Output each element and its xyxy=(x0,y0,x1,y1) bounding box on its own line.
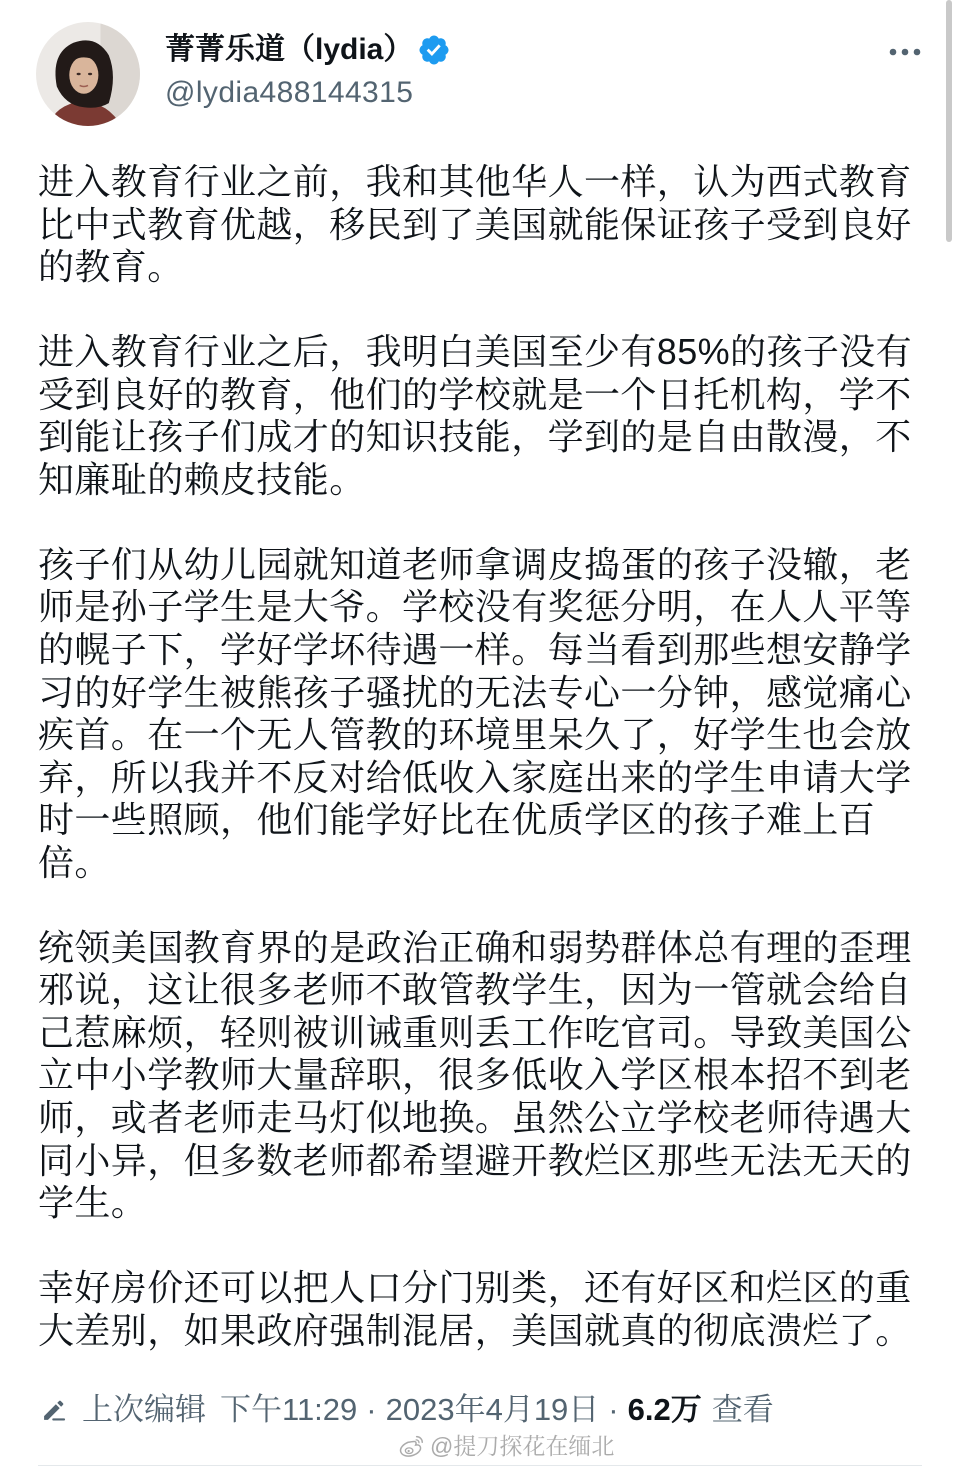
views-label: 查看 xyxy=(711,1392,774,1427)
more-options-button[interactable] xyxy=(884,36,926,68)
text-line: 孩子们从幼儿园就知道老师拿调皮捣蛋的孩子没辙，老 xyxy=(38,543,912,585)
watermark-text: @提刀探花在缅北 xyxy=(430,1433,615,1459)
text-line: 比中式教育优越，移民到了美国就能保证孩子受到良好 xyxy=(38,203,912,245)
text-line: 立中小学教师大量辞职，很多低收入学区根本招不到老 xyxy=(38,1054,912,1096)
watermark xyxy=(396,1430,614,1462)
tweet-paragraph-4 xyxy=(38,927,912,1225)
edited-label: 上次编辑 xyxy=(82,1392,206,1427)
tweet-meta xyxy=(38,1388,774,1432)
text-line: 时一些照顾，他们能学好比在优质学区的孩子难上百 xyxy=(38,799,876,841)
text-line: 统领美国教育界的是政治正确和弱势群体总有理的歪理 xyxy=(38,926,912,968)
tweet-paragraph-5 xyxy=(38,1267,912,1352)
timestamp-link[interactable] xyxy=(220,1388,599,1432)
scrollbar-thumb[interactable] xyxy=(946,0,952,242)
pencil-icon xyxy=(40,1396,68,1424)
text-line: 受到良好的教育，他们的学校就是一个日托机构，学不 xyxy=(38,373,912,415)
bottom-divider xyxy=(38,1465,922,1466)
text-line: 的教育。 xyxy=(38,246,184,288)
more-options-icon xyxy=(887,46,923,58)
avatar-photo xyxy=(36,22,140,126)
tweet-text xyxy=(38,161,912,1352)
text-line: 疾首。在一个无人管教的环境里呆久了，好学生也会放 xyxy=(38,714,912,756)
verified-badge-icon[interactable] xyxy=(417,33,451,67)
avatar[interactable] xyxy=(36,22,140,126)
weibo-logo-icon xyxy=(396,1431,426,1461)
text-line: 学生。 xyxy=(38,1182,148,1224)
author-display-name[interactable]: 菁菁乐道（lydia） xyxy=(165,33,414,66)
text-line: 同小异，但多数老师都希望避开教烂区那些无法无天的 xyxy=(38,1139,912,1181)
meta-separator: · xyxy=(608,1392,619,1427)
post-time: 下午11:29 xyxy=(220,1392,358,1427)
author-handle[interactable]: @lydia488144315 xyxy=(165,76,414,109)
views-link[interactable] xyxy=(628,1388,774,1432)
meta-separator: · xyxy=(366,1392,377,1427)
text-line: 进入教育行业之后，我明白美国至少有85%的孩子没有 xyxy=(38,331,913,373)
text-line: 知廉耻的赖皮技能。 xyxy=(38,458,366,500)
author-block xyxy=(165,28,451,114)
text-line: 师，或者老师走马灯似地换。虽然公立学校老师待遇大 xyxy=(38,1097,912,1139)
text-line: 进入教育行业之前，我和其他华人一样，认为西式教育 xyxy=(38,161,912,202)
text-line: 邪说，这让很多老师不敢管教学生，因为一管就会给自 xyxy=(38,969,912,1011)
post-date: 2023年4月19日 xyxy=(385,1392,600,1427)
edit-history-link[interactable] xyxy=(38,1388,206,1432)
text-line: 倍。 xyxy=(38,841,111,883)
text-line: 大差别，如果政府强制混居，美国就真的彻底溃烂了。 xyxy=(38,1309,912,1351)
text-line: 弃，所以我并不反对给低收入家庭出来的学生申请大学 xyxy=(38,756,912,798)
text-line: 师是孙子学生是大爷。学校没有奖惩分明，在人人平等 xyxy=(38,586,912,628)
name-row xyxy=(165,28,451,72)
text-line: 的幌子下，学好学坏待遇一样。每当看到那些想安静学 xyxy=(38,629,912,671)
text-line: 到能让孩子们成才的知识技能，学到的是自由散漫，不 xyxy=(38,416,912,458)
tweet-paragraph-1 xyxy=(38,161,912,289)
tweet-paragraph-3 xyxy=(38,544,912,884)
text-line: 习的好学生被熊孩子骚扰的无法专心一分钟，感觉痛心 xyxy=(38,671,912,713)
text-line: 幸好房价还可以把人口分门别类，还有好区和烂区的重 xyxy=(38,1267,912,1309)
tweet-paragraph-2 xyxy=(38,331,912,501)
views-count: 6.2万 xyxy=(627,1392,702,1427)
text-line: 己惹麻烦，轻则被训诫重则丢工作吃官司。导致美国公 xyxy=(38,1011,912,1053)
